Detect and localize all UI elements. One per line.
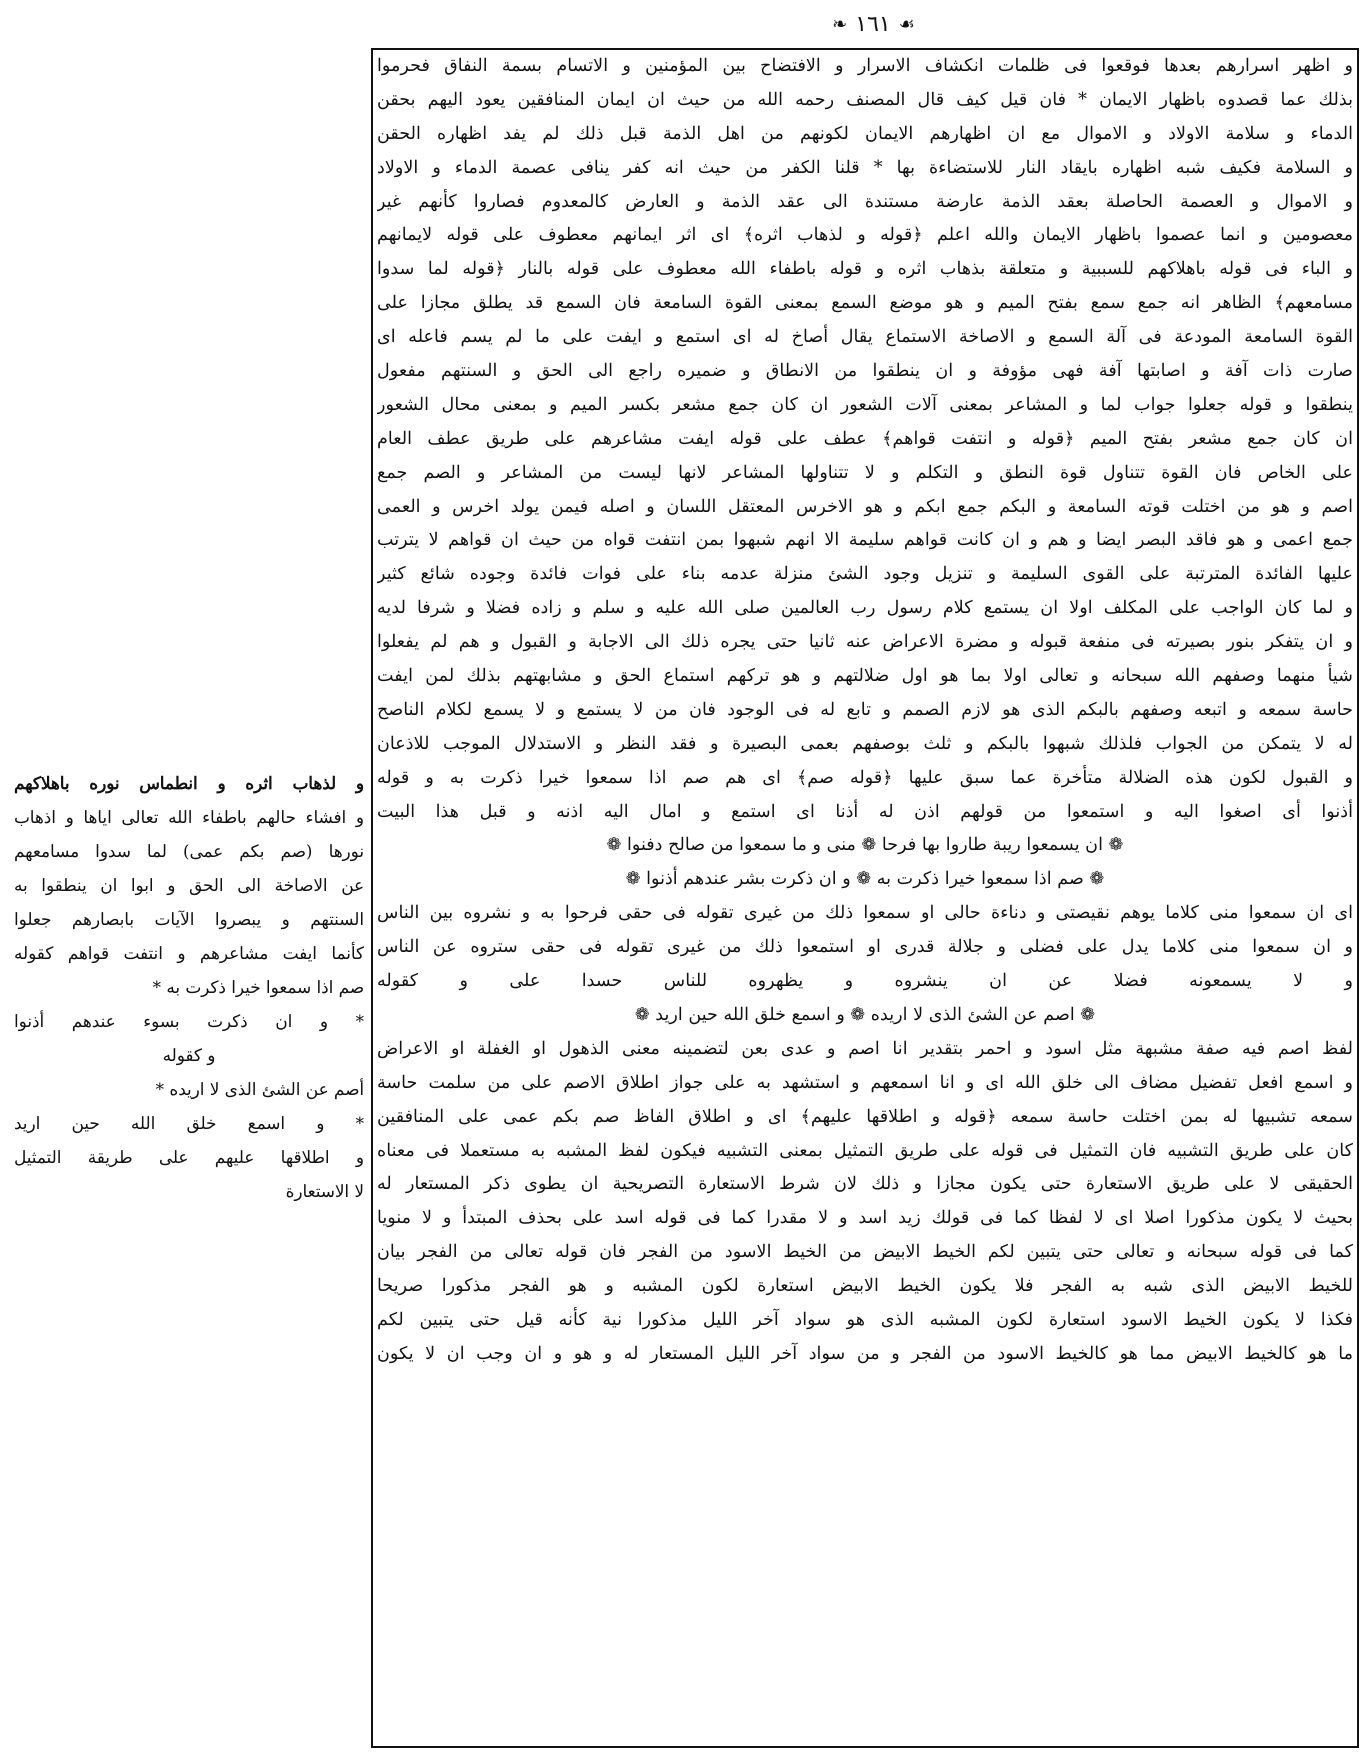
margin-line: نورها (صم بكم عمى) لما سدوا مسامعهم [14,841,364,861]
verse-line: ❁ صم اذا سمعوا خيرا ذكرت به ❁ و ان ذكرت بشر عندهم أذنوا ❁ [625,869,1105,890]
text-line: صارت ذات آفة و اصابتها آفة فهى مؤوفة و ان ينطقوا من الانطاق و ضميره راجع الى الحق و السنتهم مفعول [377,361,1353,382]
text-line: ان كان جمع مشعر بفتح الميم ﴿قوله و انتفت قواهم﴾ عطف على قوله ايفت مشاعرهم على طريق عطف العام [377,428,1353,449]
text-line: و السلامة فكيف شبه اظهاره بايقاد النار للاستضاءة بها * قلنا الكفر من حيث انه كفر ينافى عصمة الدماء و الاولاد [377,157,1353,178]
text-line: و الباء فى قوله باهلاكهم للسببية و متعلقة بذهاب اثره و قوله باطفاء الله معطوف على قوله بالنار ﴿قوله لما سدوا [377,259,1353,280]
commentary-frame [371,48,1359,1748]
text-line: له لا يتمكن من الجواب فلذلك شبهوا بالبكم و ثلث بوصفهم بعمى البصيرة و فقد النظر و الاستدلال الموجب للاذعان [377,733,1353,754]
margin-line: و لذهاب اثره و انطماس نوره باهلاكهم [14,773,364,793]
margin-line: * و ان ذكرت بسوء عندهم أذنوا [14,1011,364,1031]
margin-line: و افشاء حالهم باطفاء الله تعالى اياها و اذهاب [14,807,364,827]
margin-line: لا الاستعارة [285,1181,364,1201]
text-line: و القبول لكون هذه الضلالة متأخرة عما سبق عليها ﴿قوله صم﴾ اى هم صم اذا سمعوا خيرا ذكرت به و قوله [377,767,1353,788]
margin-base-text [14,766,364,1208]
text-line: الحقيقى لا على طريق الاستعارة حتى يكون مجازا و ذلك لان شرط الاستعارة التصريحية ان يطوى ذكر المستعار له [377,1174,1353,1195]
verse-line: ❁ اصم عن الشئ الذى لا اريده ❁ و اسمع خلق الله حين اريد ❁ [634,1004,1096,1025]
margin-line: و كقوله [162,1045,216,1065]
text-line: و لا يسمعونه فضلا عن ان ينشروه و يظهروه للناس حسدا على و كقوله [377,971,1353,992]
text-line: سمعه تشبيها له بمن اختلت حاسة سمعه ﴿قوله و اطلاقها عليهم﴾ اى و اطلاق الفاظ صم بكم عمى على المنافقين [377,1106,1353,1127]
margin-line: و اطلاقها عليهم على طريقة التمثيل [14,1147,364,1167]
text-line: و اسمع افعل تفضيل مضاف الى خلق الله اى و انا اسمعهم و استشهد به على جواز اطلاق الاصم على من سلمت حاسة [377,1072,1353,1093]
text-line: ينطقوا و قوله جعلوا جواب لما و المشاعر بمعنى آلات الشعور ان كان جمع مشعر بكسر الميم و بمعنى محال الشعور [377,394,1353,415]
header-ornament-right: ☙ [898,13,915,35]
margin-line: صم اذا سمعوا خيرا ذكرت به * [152,977,364,997]
header-ornament-left: ❧ [832,13,848,35]
text-line: على الخاص فان القوة تتناول قوة النطق و التكلم و لا تتناولها المشاعر لانها ليست من المشاعر و الصم جمع [377,462,1353,483]
page-number: ١٦١ [855,11,891,37]
text-line: بذلك عما قصدوه باظهار الايمان * فان قيل كيف قال المصنف رحمه الله من حيث ان ايمان المنافقين يعود اليهم بحقن [377,89,1353,110]
text-line: كما فى قوله سبحانه و تعالى حتى يتبين لكم الخيط الابيض من الخيط الاسود من الفجر فان قوله تعالى من الفجر بيان [377,1242,1353,1263]
margin-line: عن الاصاخة الى الحق و ابوا ان ينطقوا به [14,875,364,895]
margin-line: السنتهم و يبصروا الآيات بابصارهم جعلوا [14,909,364,929]
margin-line: * و اسمع خلق الله حين اريد [14,1113,364,1133]
text-line: عليها الفائدة المترتبة على القوى السليمة و تنزيل وجود الشئ منزلة عدمه بناء على فوات فائدة وجوده شائع كثير [377,564,1353,585]
text-line: جمع اعمى و هو فاقد البصر ايضا و هم و ان كانت قواهم سليمة الا انهم شبهوا بمن انتفت قواه من حيث ان قواهم لا يترتب [377,530,1353,551]
verse-line: ❁ ان يسمعوا ريبة طاروا بها فرحا ❁ منى و ما سمعوا من صالح دفنوا ❁ [606,835,1124,856]
text-line: فكذا لا يكون الخيط الاسود استعارة لكون المشبه الذى هو سواد آخر الليل مذكورا نية كأنه قيل حتى يتبين لكم [377,1309,1353,1330]
text-line: شيأ منهما وصفهم الله سبحانه و تعالى اولا بما هو اول ضلالتهم و هو تركهم استماع الحق و مشابهتهم بذلك لمن ايفت [377,666,1353,687]
text-line: ما هو كالخيط الابيض مما هو كالخيط الاسود من الفجر و من سواد آخر الليل المستعار له و هو و ان وجب ان لا يكون [377,1343,1353,1364]
margin-line: أصم عن الشئ الذى لا اريده * [155,1079,364,1099]
text-line: اصم و هو من اختلت قوته السامعة و البكم جمع ابكم و هو الاخرس المعتقل اللسان و اصله فيمن يولد اخرس و العمى [377,496,1353,517]
text-line: معصومين و انما عصموا باظهار الايمان والله اعلم ﴿قوله و لذهاب اثره﴾ اى اثر ايمانهم معطوف على قوله لايمانهم [377,225,1353,246]
text-line: للخيط الابيض الذى شبه به الفجر فلا يكون الخيط الابيض استعارة لكون المشبه و هو الفجر مذكورا صريحا [377,1276,1353,1297]
text-line: و ان يتفكر بنور بصيرته فى منفعة قبوله و مضرة الاعراض عنه ثانيا حتى يجره ذلك الى الاجابة و القبول و هم لم يفعلوا [377,632,1353,653]
text-line: لفظ اصم فيه صفة مشبهة مثل اسود و احمر بتقدير انا اصم و عدى بعن لتضمينه معنى الذهول او الغفلة او الاعراض [377,1038,1353,1059]
text-line: اى ان سمعوا منى كلاما يوهم نقيصتى و دناءة حالى او سمعوا ذلك من غيرى تقوله فى حقى فرحوا به و نشروه بين الناس [377,903,1353,924]
text-line: و لما كان الواجب على المكلف اولا ان يستمع كلام رسول رب العالمين صلى الله عليه و سلم و زاده فضلا و شرفا لديه [377,598,1353,619]
text-line: الدماء و سلامة الاولاد و الاموال مع ان اظهارهم الايمان لكونهم من اهل الذمة قبل ذلك لم يفد اظهاره الحقن [377,123,1353,144]
text-line: كان على طريق التشبيه فان التمثيل فى قوله على طريق التمثيل بمعنى التشبيه فيكون لفظ المشبه به مستعملا فى معناه [377,1140,1353,1161]
text-line: حاسة سمعه و اتبعه وصفهم بالبكم الذى هو لازم الصمم و تابع له فى الوجود فان من لا يستمع و لا يسمع لكلام الناصح [377,699,1353,720]
text-line: بحيث لا يكون مذكورا اصلا اى لا لفظا كما فى قولك زيد اسد و لا مقدرا كما فى قوله اسد على بحذف المبتدأ و لا منويا [377,1208,1353,1229]
text-line: و الاموال و العصمة الحاصلة بعقد الذمة عارضة مستندة الى عقد الذمة و العارض كالمعدوم فصاروا كأنهم غير [377,191,1353,212]
text-line: أذنوا أى اصغوا اليه و استمعوا من قولهم اذن له أذنا اى استمع و امال اليه اذنه و قبل هذا البيت [377,801,1353,822]
text-line: القوة السامعة المودعة فى آلة السمع و الاصاخة الاستماع يقال أصاخ له اى استمع و ايفت على ما لم يسم فاعله اى [377,327,1353,348]
commentary-text [377,50,1353,1746]
text-line: و اظهر اسرارهم بعدها فوقعوا فى ظلمات انكشاف الاسرار و الافتضاح بين المؤمنين و الاتسام بسمة النفاق فحرموا [377,56,1353,76]
page-header [380,6,1367,42]
text-line: مسامعهم﴾ الظاهر انه جمع سمع بفتح الميم و هو موضع السمع بمعنى القوة السامعة فان السمع قد يطلق مجازا على [377,293,1353,314]
text-line: و ان سمعوا منى كلاما يدل على فضلى و جلالة قدرى او استمعوا ذلك من غيرى تقوله فى حقى ستروه عن الناس [377,937,1353,958]
margin-line: كأنما ايفت مشاعرهم و انتفت قواهم كقوله [14,943,364,963]
